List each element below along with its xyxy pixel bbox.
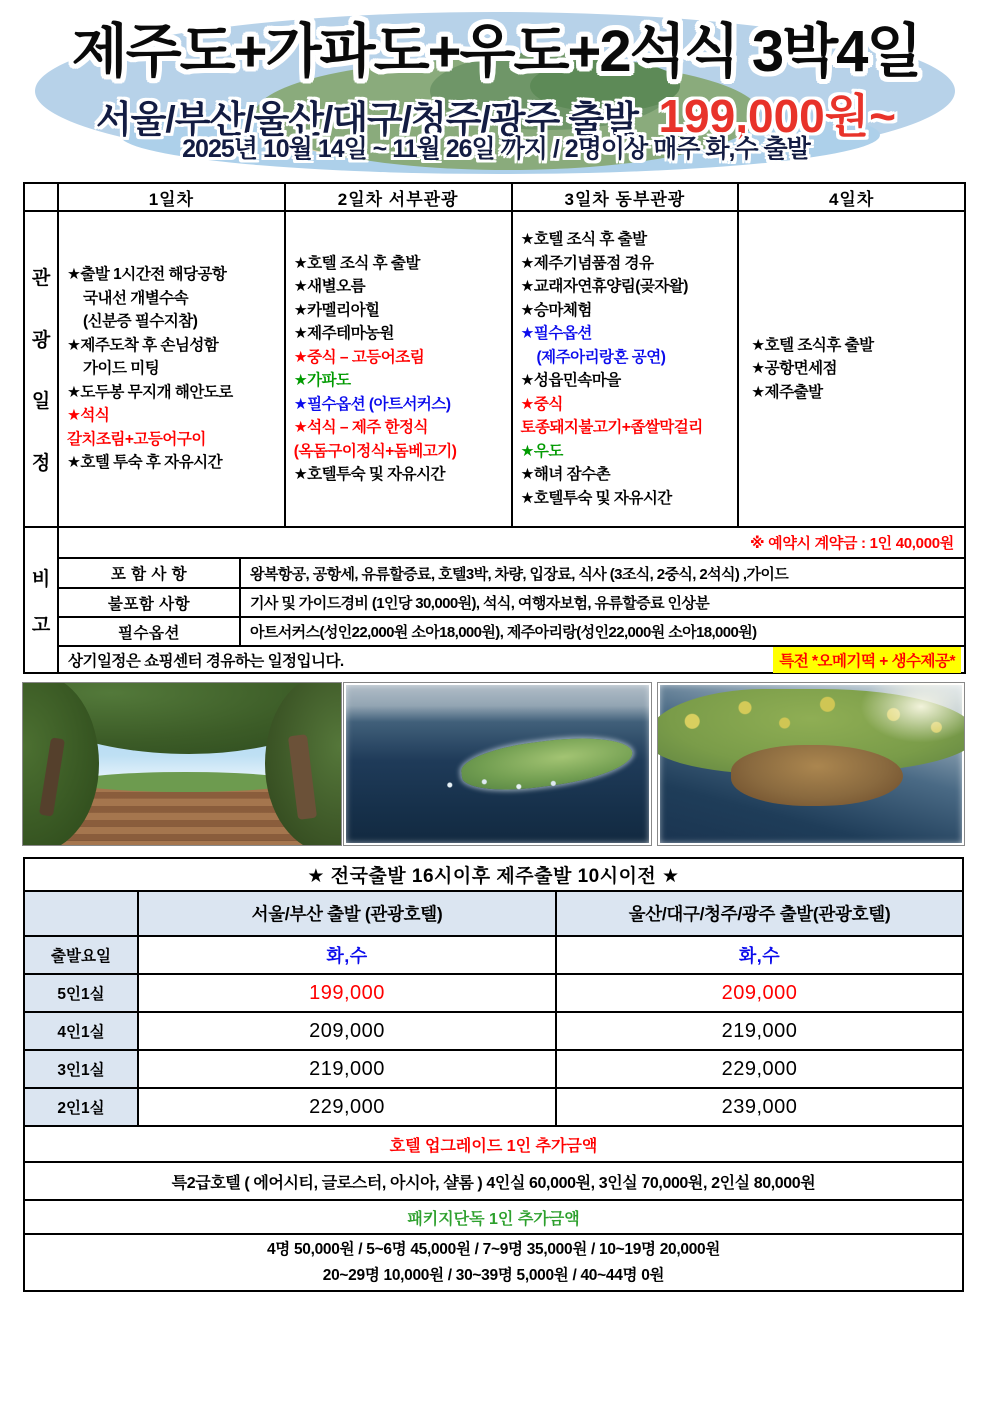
package-solo-title: 패키지단독 1인 추가금액 [25, 1201, 962, 1233]
package-solo-detail [25, 1235, 962, 1290]
price-value: 229,000 [557, 1051, 962, 1087]
itinerary-item: ★호텔투숙 및 자유시간 [293, 466, 446, 483]
hotel-upgrade-title: 호텔 업그레이드 1인 추가금액 [25, 1127, 962, 1161]
itinerary-item: ★교래자연휴양림(곶자왈) [520, 278, 688, 295]
departure-cities: 서울/부산/울산/대구/청주/광주 출발 [95, 99, 639, 140]
price-value: 219,000 [557, 1013, 962, 1049]
required-option-label: 필수옵션 [59, 618, 239, 645]
day-header: 4일차 [739, 184, 964, 210]
udo-island-aerial-photo [657, 682, 965, 846]
notes-side-label [25, 528, 57, 672]
itinerary-item: ★제주기념품점 경유 [520, 254, 654, 272]
itinerary-item: ★새별오름 [293, 278, 366, 295]
excluded-value: 기사 및 가이드경비 (1인당 30,000원), 석식, 여행자보험, 유류할증료 인상분 [241, 589, 964, 616]
itinerary-item: (제주아리랑혼 공연) [536, 348, 666, 366]
departure-days-value: 화,수 [139, 937, 555, 973]
pricing-column-header: 서울/부산 출발 (관광호텔) [139, 892, 555, 935]
day-2-itinerary [286, 212, 511, 526]
itinerary-item: ★호텔 조식 후 출발 [293, 254, 420, 272]
itinerary-item: ★필수옵션 [520, 325, 592, 342]
special-gift-badge: 특전 *오메기떡 + 생수제공* [773, 647, 961, 673]
itinerary-item: 가이드 미팅 [83, 360, 160, 378]
day-1-itinerary [59, 212, 284, 526]
required-option-value: 아트서커스(성인22,000원 소아18,000원), 제주아리랑(성인22,000원 소아18,000원) [241, 618, 964, 645]
itinerary-table [23, 182, 966, 528]
travel-period: 2025년 10월 14일 ~ 11월 26일 까지 / 2명이상 매주 화,수 출발 [182, 135, 810, 163]
side-label-char: 관 [31, 268, 51, 290]
itinerary-item: ★호텔 조식후 출발 [751, 336, 874, 354]
itinerary-item: ★카멜리아힐 [293, 301, 380, 319]
departure-days-value: 화,수 [557, 937, 962, 973]
day-4-itinerary [739, 212, 964, 526]
gapado-island-aerial-photo [343, 682, 652, 846]
day-3-itinerary [513, 212, 738, 526]
itinerary-item: ★우도 [520, 442, 563, 460]
included-value: 왕복항공, 공항세, 유류할증료, 호텔3박, 차량, 입장료, 식사 (3조식, 2중식, 2석식) ,가이드 [241, 559, 964, 587]
day-header: 3일차 동부관광 [513, 184, 738, 210]
jeju-tree-tunnel-photo [22, 682, 342, 846]
side-label-char: 정 [31, 452, 51, 474]
room-type-label: 2인1실 [25, 1089, 137, 1125]
day-header: 1일차 [59, 184, 284, 210]
itinerary-item: ★가파도 [293, 372, 351, 389]
price-value: 209,000 [139, 1013, 555, 1049]
itinerary-item: ★성읍민속마을 [520, 372, 621, 389]
price-value: 239,000 [557, 1089, 962, 1125]
side-label-char: 광 [31, 329, 51, 351]
itinerary-item: ★호텔 조식 후 출발 [520, 231, 647, 248]
notes-table [23, 526, 966, 674]
price-highlight: 199,000원~ [658, 90, 897, 142]
itinerary-item: (옥돔구이정식+돔베고기) [293, 442, 457, 460]
itinerary-item: ★중식 [520, 395, 563, 413]
itinerary-item: ★석식 [67, 407, 110, 425]
package-solo-line: 4명 50,000원 / 5~6명 45,000원 / 7~9명 35,000원 / 10~19명 20,000원 [266, 1240, 721, 1258]
itinerary-item: 갈치조림+고등어구이 [67, 430, 206, 448]
itinerary-item: ★제주출발 [751, 383, 823, 401]
price-value: 199,000 [139, 975, 555, 1011]
itinerary-item: ★호텔투숙 및 자유시간 [520, 489, 672, 507]
room-type-label: 3인1실 [25, 1051, 137, 1087]
side-label-char: 일 [31, 391, 51, 413]
itinerary-item: ★도두봉 무지개 해안도로 [67, 383, 233, 401]
itinerary-item: 국내선 개별수속 [83, 289, 189, 307]
cliff-art [731, 745, 902, 807]
corner-cell [25, 184, 57, 210]
surf-art [436, 777, 574, 793]
itinerary-item: ★출발 1시간전 해당공항 [67, 266, 227, 284]
side-label-char: 고 [31, 614, 51, 636]
departure-time-banner: ★ 전국출발 16시이후 제주출발 10시이전 ★ [25, 859, 962, 890]
pricing-table [23, 857, 964, 1292]
itinerary-item: (신분증 필수지참) [83, 313, 198, 331]
room-type-label: 4인1실 [25, 1013, 137, 1049]
notes-footer [59, 647, 964, 672]
pricing-corner-cell [25, 892, 137, 935]
side-label-char: 비 [31, 568, 51, 590]
pricing-column-header: 울산/대구/청주/광주 출발(관광호텔) [557, 892, 962, 935]
day-header: 2일차 서부관광 [286, 184, 511, 210]
shopping-center-notice: 상기일정은 쇼핑센터 경유하는 일정입니다. [68, 652, 344, 670]
itinerary-item: 토종돼지불고기+좁쌀막걸리 [520, 419, 703, 436]
itinerary-item: ★석식 – 제주 한정식 [293, 419, 428, 436]
itinerary-item: ★공항면세점 [751, 360, 838, 378]
itinerary-item: ★제주도착 후 손님성함 [67, 336, 219, 354]
itinerary-item: ★해녀 잠수촌 [520, 466, 611, 483]
itinerary-item: ★승마체험 [520, 301, 592, 319]
itinerary-item: ★중식 – 고등어조림 [293, 348, 425, 366]
package-solo-line: 20~29명 10,000원 / 30~39명 5,000원 / 40~44명 0원 [322, 1266, 665, 1284]
excluded-label: 불포함 사항 [59, 589, 239, 616]
deposit-notice: ※ 예약시 계약금 : 1인 40,000원 [59, 528, 964, 557]
room-type-label: 출발요일 [25, 937, 137, 973]
itinerary-item: ★필수옵션 (아트서커스) [293, 395, 451, 413]
banner [0, 0, 992, 182]
itinerary-item: ★제주테마농원 [293, 325, 394, 342]
itinerary-item: ★호텔 투숙 후 자유시간 [67, 454, 223, 472]
price-value: 209,000 [557, 975, 962, 1011]
included-label: 포 함 사 항 [59, 559, 239, 587]
page-title: 제주도+가파도+우도+2석식 3박4일 [71, 19, 921, 84]
price-value: 219,000 [139, 1051, 555, 1087]
itinerary-side-label [25, 212, 57, 526]
room-type-label: 5인1실 [25, 975, 137, 1011]
hedge-art [74, 772, 297, 791]
hotel-upgrade-detail: 특2급호텔 ( 에어시티, 글로스터, 아시아, 샬롬 ) 4인실 60,000원, 3인실 70,000원, 2인실 80,000원 [25, 1163, 962, 1199]
price-value: 229,000 [139, 1089, 555, 1125]
